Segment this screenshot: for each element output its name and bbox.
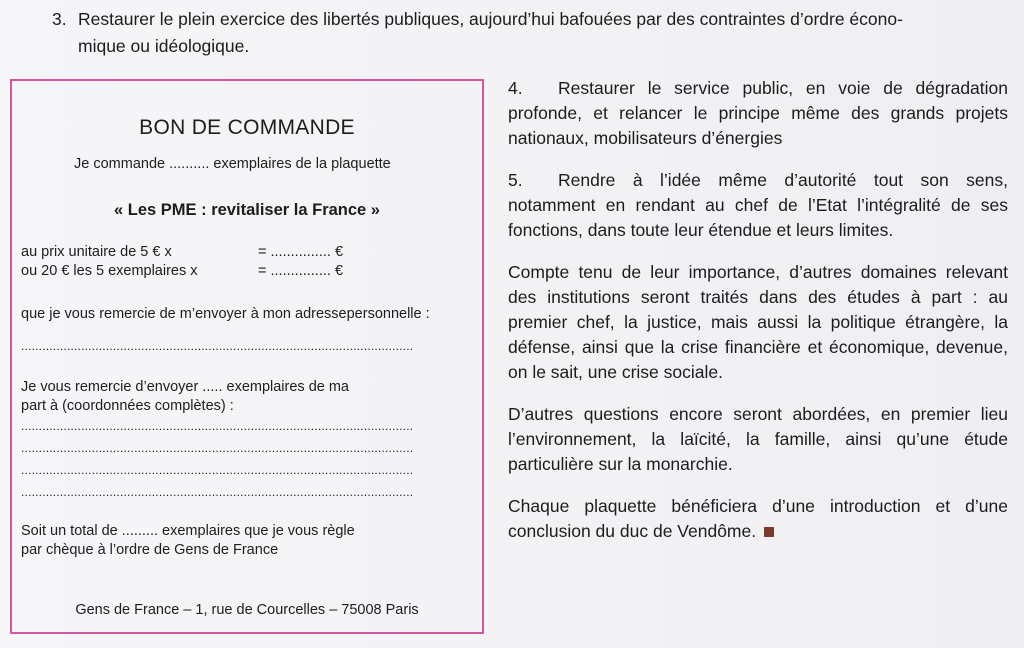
paragraph-conclusion	[508, 494, 1008, 544]
publisher-address: Gens de France – 1, rue de Courcelles – 75008 Paris	[75, 602, 419, 618]
total-line: Soit un total de ......... exemplaires que je vous règle	[21, 523, 355, 539]
personal-address-line: que je vous remercie de m’envoyer à mon adressepersonnelle :	[21, 306, 430, 322]
list-item-4	[508, 76, 1008, 151]
send-copies-line-2: part à (coordonnées complètes) :	[21, 398, 234, 414]
pack-price-label: ou 20 € les 5 exemplaires x	[21, 263, 198, 279]
item-text: Restaurer le plein exercice des libertés publiques, aujourd’hui bafouées par des contraintes d’ordre écono-	[78, 9, 903, 29]
send-copies-line: Je vous remercie d’envoyer ..... exemplaires de ma	[21, 379, 349, 395]
right-column	[508, 76, 1008, 561]
order-form-title: BON DE COMMANDE	[139, 116, 355, 139]
recipient-fill-line: ...............................................................................................................	[21, 485, 414, 499]
item-number: 3.	[52, 9, 67, 29]
recipient-fill-line: ...............................................................................................................	[21, 441, 414, 455]
book-title: « Les PME : revitaliser la France »	[114, 201, 380, 219]
item-text-continuation: mique ou idéologique.	[78, 36, 250, 56]
unit-price-total: = ............... €	[258, 244, 344, 260]
payment-line: par chèque à l’ordre de Gens de France	[21, 542, 279, 558]
item-text: Restaurer le service public, en voie de dégradation profonde, et relancer le principe même des grands projets nationaux, mobilisateurs d’énergies	[508, 78, 1008, 148]
conclusion-text: Chaque plaquette bénéficiera d’une introduction et d’une conclusion du duc de Vendôme.	[508, 496, 1008, 541]
item-text: Rendre à l’idée même d’autorité tout son sens, notamment en rendant au chef de l’Etat l’intégralité de ses fonctions, dans toute leur étendue et leurs limites.	[508, 170, 1008, 240]
list-item-5	[508, 168, 1008, 243]
item-number: 5.	[508, 170, 523, 190]
order-quantity-line: Je commande .......... exemplaires de la plaquette	[74, 156, 391, 172]
address-fill-line: ...............................................................................................................	[21, 339, 414, 353]
end-of-article-mark-icon	[764, 527, 774, 537]
unit-price-label: au prix unitaire de 5 € x	[21, 244, 172, 260]
paragraph-other-domains: Compte tenu de leur importance, d’autres domaines relevant des institutions seront traités dans des études à part : au premier chef, la justice, mais aussi la politique étrangère, la défense, ainsi que la crise financière et économique, devenue, on le sait, une crise sociale.	[508, 262, 1008, 382]
order-form-box	[10, 79, 484, 634]
item-number: 4.	[508, 78, 523, 98]
recipient-fill-line: ...............................................................................................................	[21, 463, 414, 477]
pack-price-total: = ............... €	[258, 263, 344, 279]
paragraph-other-questions: D’autres questions encore seront abordées, en premier lieu l’environnement, la laïcité, la famille, ainsi qu’une étude particulière sur la monarchie.	[508, 404, 1008, 474]
recipient-fill-line: ...............................................................................................................	[21, 419, 414, 433]
list-item-3	[52, 6, 1012, 60]
